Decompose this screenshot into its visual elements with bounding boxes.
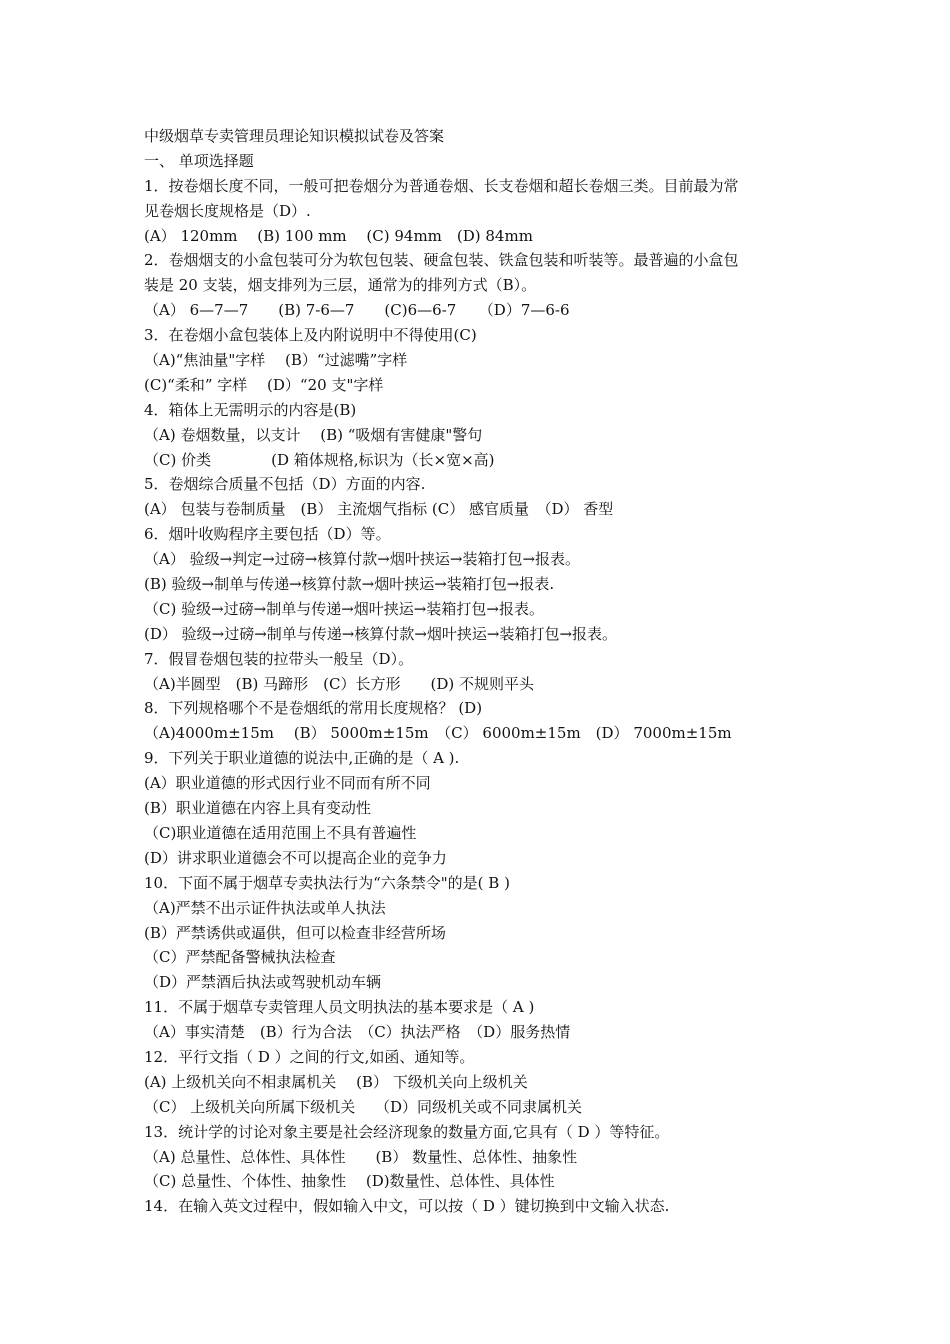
- question-4-options-1: （A) 卷烟数量，以支计 (B) “吸烟有害健康"警句: [144, 425, 483, 444]
- question-10: 10．下面不属于烟草专卖执法行为“六条禁令"的是( B ): [144, 873, 510, 892]
- question-11-options: （A）事实清楚 (B）行为合法 （C）执法严格 （D）服务热情: [144, 1023, 571, 1042]
- question-1: 1．按卷烟长度不同，一般可把卷烟分为普通卷烟、长支卷烟和超长卷烟三类。目前最为常: [144, 176, 739, 195]
- question-6: 6．烟叶收购程序主要包括（D）等。: [144, 525, 391, 544]
- question-3: 3．在卷烟小盒包装体上及内附说明中不得使用(C): [144, 326, 477, 345]
- question-6-option-a: （A） 验级→判定→过磅→核算付款→烟叶挟运→装箱打包→报表。: [144, 550, 581, 569]
- question-2-options: （A） 6—7—7 (B) 7-6—7 (C)6—6-7 （D）7—6-6: [144, 301, 570, 320]
- section-heading: 一、 单项选择题: [144, 151, 254, 170]
- question-9-option-a: (A）职业道德的形式因行业不同而有所不同: [144, 774, 431, 793]
- question-2: 2．卷烟烟支的小盒包装可分为软包包装、硬盒包装、铁盒包装和听装等。最普遍的小盒包: [144, 251, 739, 270]
- question-10-option-a: （A)严禁不出示证件执法或单人执法: [144, 898, 386, 917]
- question-1-options: (A） 120mm (B) 100 mm (C) 94mm (D) 84mm: [144, 226, 533, 245]
- question-10-option-d: （D）严禁酒后执法或驾驶机动车辆: [144, 973, 382, 992]
- question-9-option-c: （C)职业道德在适用范围上不具有普遍性: [144, 823, 417, 842]
- question-3-options-1: （A)“焦油量"字样 (B）“过滤嘴”字样: [144, 351, 408, 370]
- question-7: 7．假冒卷烟包装的拉带头一般呈（D）。: [144, 649, 414, 668]
- question-5: 5．卷烟综合质量不包括（D）方面的内容.: [144, 475, 426, 494]
- document-body: [144, 124, 824, 1219]
- question-9: 9．下列关于职业道德的说法中,正确的是（ A ).: [144, 749, 460, 768]
- question-12-options-1: (A) 上级机关向不相隶属机关 (B） 下级机关向上级机关: [144, 1072, 528, 1091]
- question-6-option-b: (B) 验级→制单与传递→核算付款→烟叶挟运→装箱打包→报表.: [144, 575, 555, 594]
- question-6-option-d: (D） 验级→过磅→制单与传递→核算付款→烟叶挟运→装箱打包→报表。: [144, 624, 618, 643]
- question-12-options-2: （C） 上级机关向所属下级机关 （D）同级机关或不同隶属机关: [144, 1097, 583, 1116]
- question-4-options-2: （C) 价类 (D 箱体规格,标识为（长×宽×高): [144, 450, 495, 469]
- question-11: 11．不属于烟草专卖管理人员文明执法的基本要求是（ A ): [144, 998, 535, 1017]
- question-9-option-d: (D）讲求职业道德会不可以提高企业的竞争力: [144, 848, 447, 867]
- question-1-cont: 见卷烟长度规格是（D）.: [144, 201, 311, 220]
- question-10-option-c: （C）严禁配备警械执法检查: [144, 948, 336, 967]
- question-9-option-b: (B）职业道德在内容上具有变动性: [144, 799, 371, 818]
- question-13: 13．统计学的讨论对象主要是社会经济现象的数量方面,它具有（ D ）等特征。: [144, 1122, 670, 1141]
- question-6-option-c: （C) 验级→过磅→制单与传递→烟叶挟运→装箱打包→报表。: [144, 599, 544, 618]
- question-4: 4．箱体上无需明示的内容是(B): [144, 400, 357, 419]
- question-10-option-b: (B）严禁诱供或逼供，但可以检查非经营所场: [144, 923, 446, 942]
- document-title: 中级烟草专卖管理员理论知识模拟试卷及答案: [144, 127, 445, 145]
- question-12: 12．平行文指（ D ）之间的行文,如函、通知等。: [144, 1047, 475, 1066]
- question-8: 8．下列规格哪个不是卷烟纸的常用长度规格？ (D): [144, 699, 483, 718]
- question-2-cont: 装是 20 支装，烟支排列为三层，通常为的排列方式（B）。: [144, 276, 537, 295]
- question-13-options-2: （C) 总量性、个体性、抽象性 (D)数量性、总体性、具体性: [144, 1172, 555, 1191]
- question-5-options: (A） 包装与卷制质量 (B） 主流烟气指标 (C） 感官质量 （D） 香型: [144, 500, 614, 519]
- question-13-options-1: （A) 总量性、总体性、具体性 (B） 数量性、总体性、抽象性: [144, 1147, 578, 1166]
- question-3-options-2: (C)“柔和” 字样 (D）“20 支"字样: [144, 375, 384, 394]
- question-8-options: （A)4000m±15m (B） 5000m±15m （C） 6000m±15m (D） 7000m±15m: [144, 724, 732, 743]
- question-14: 14．在输入英文过程中，假如输入中文，可以按（ D ）键切换到中文输入状态.: [144, 1197, 670, 1216]
- question-7-options: （A)半圆型 (B) 马蹄形 (C）长方形 (D) 不规则平头: [144, 674, 535, 693]
